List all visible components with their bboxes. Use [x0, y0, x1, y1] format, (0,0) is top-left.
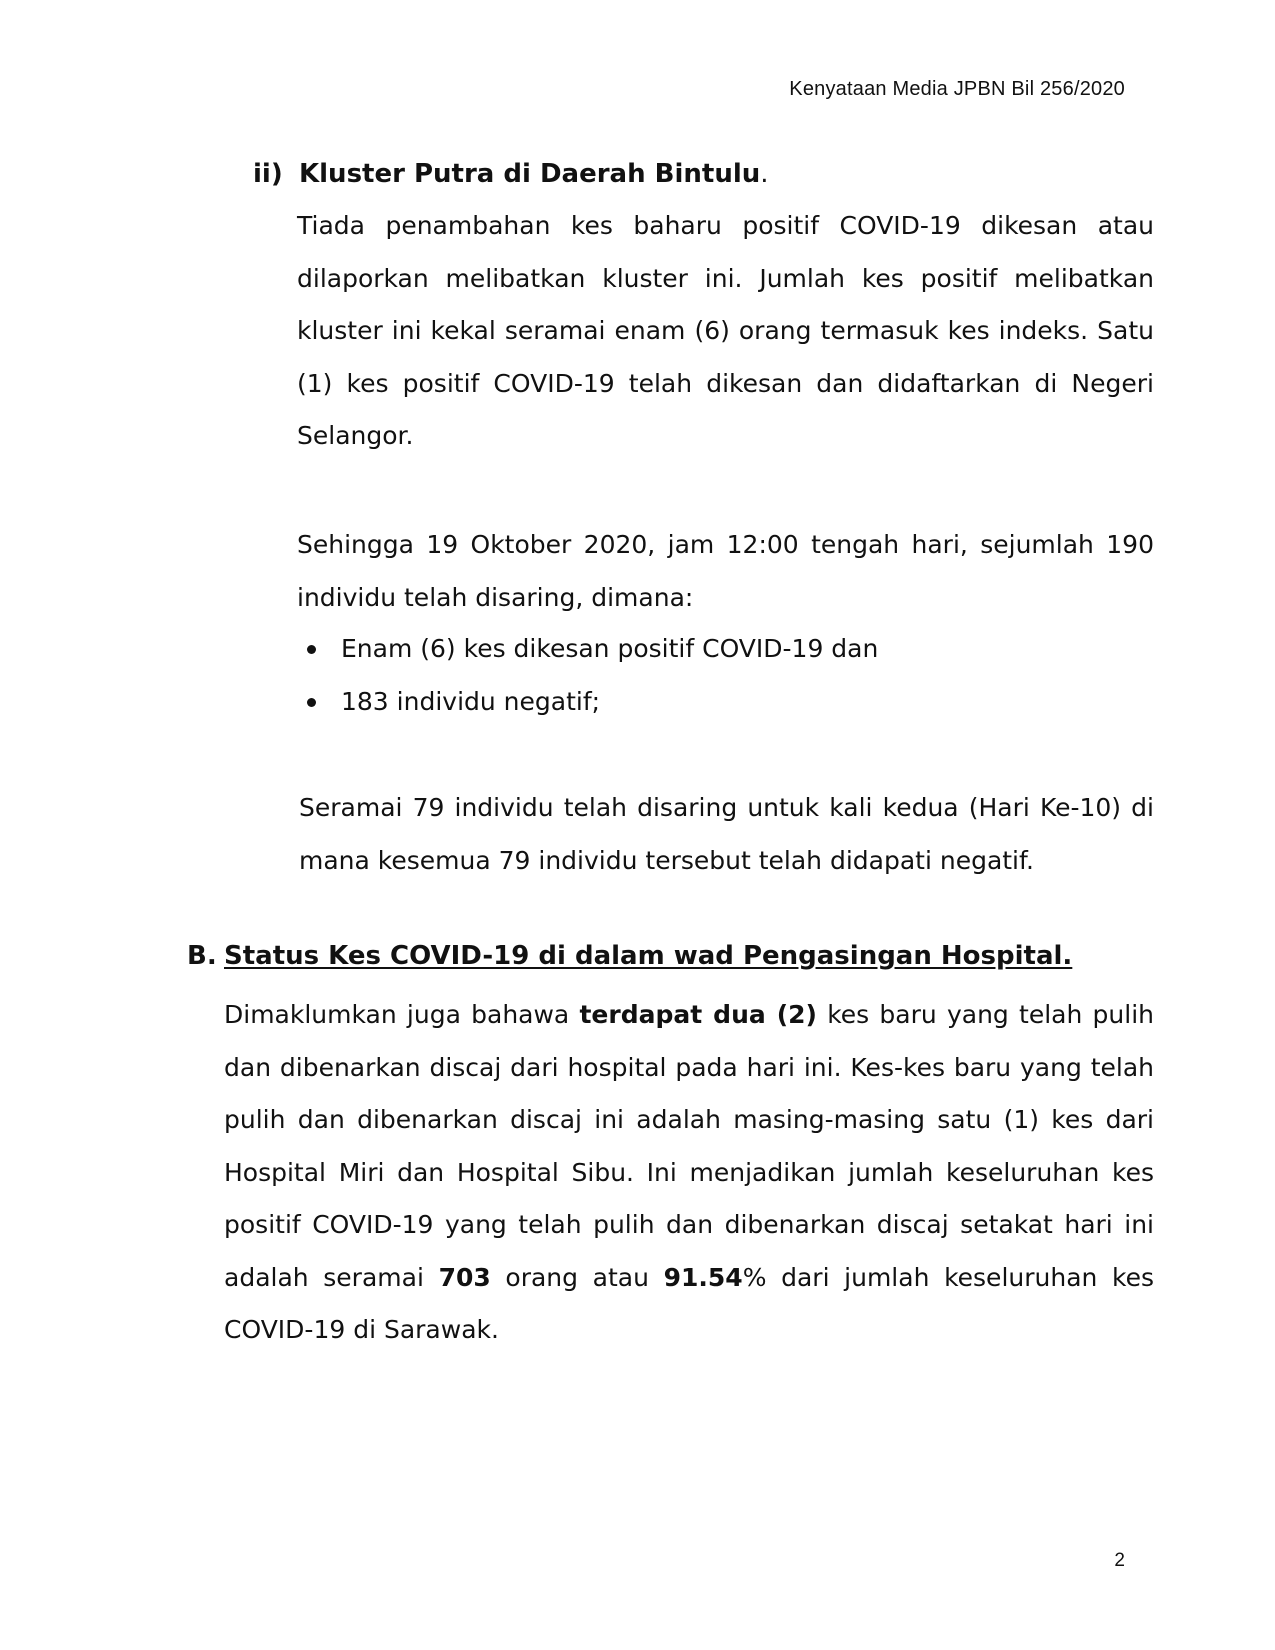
subsection-title: Kluster Putra di Daerah Bintulu: [299, 159, 761, 189]
list-item: [297, 623, 1154, 676]
recovery-percentage: 91.54: [663, 1262, 743, 1292]
document-header: Kenyataan Media JPBN Bil 256/2020: [789, 78, 1125, 100]
subsection-heading: [253, 158, 769, 190]
subsection-number: ii): [253, 159, 283, 189]
total-recovered-count: 703: [438, 1262, 491, 1292]
discharge-status-paragraph: [224, 989, 1154, 1357]
paragraph-text: orang atau: [490, 1262, 664, 1292]
section-title: Status Kes COVID-19 di dalam wad Pengasingan Hospital.: [224, 941, 1073, 971]
screening-summary-paragraph: Sehingga 19 Oktober 2020, jam 12:00 tengah hari, sejumlah 190 individu telah disaring, dimana:: [297, 530, 1154, 612]
list-item: [297, 676, 1154, 729]
second-screening-paragraph: Seramai 79 individu telah disaring untuk kali kedua (Hari Ke-10) di mana kesemua 79 individu tersebut telah didapati negatif.: [299, 793, 1154, 875]
screening-results-list: [297, 623, 1154, 728]
list-item-text: Enam (6) kes dikesan positif COVID-19 dan: [341, 634, 879, 663]
cluster-status-paragraph: Tiada penambahan kes baharu positif COVID-19 dikesan atau dilaporkan melibatkan kluster ini. Jumlah kes positif melibatkan kluster ini kekal seramai enam (6) orang termasuk kes indeks. Satu (1) kes positif COVID-19 telah dikesan dan didaftarkan di Negeri Selangor.: [297, 211, 1154, 450]
paragraph-text: % dari jumlah keseluruhan kes COVID-19 di Sarawak.: [224, 1262, 1155, 1344]
new-recoveries-emphasis: terdapat dua (2): [579, 1000, 817, 1029]
bullet-icon: [307, 645, 316, 654]
bullet-icon: [307, 698, 316, 707]
section-b-heading: [187, 940, 1072, 972]
subsection-title-period: .: [760, 159, 769, 189]
section-letter: B.: [187, 941, 217, 971]
page-number: 2: [1114, 1550, 1125, 1571]
paragraph-text: kes baru yang telah pulih dan dibenarkan discaj dari hospital pada hari ini. Kes-kes baru yang telah pulih dan dibenarkan discaj ini adalah masing-masing satu (1) kes dari Hospital Miri dan Hospital Sibu. Ini menjadikan jumlah keseluruhan kes positif COVID-19 yang telah pulih dan dibenarkan discaj setakat hari ini adalah seramai: [224, 1000, 1154, 1292]
list-item-text: 183 individu negatif;: [341, 686, 601, 716]
paragraph-text: Dimaklumkan juga bahawa: [224, 1000, 580, 1029]
